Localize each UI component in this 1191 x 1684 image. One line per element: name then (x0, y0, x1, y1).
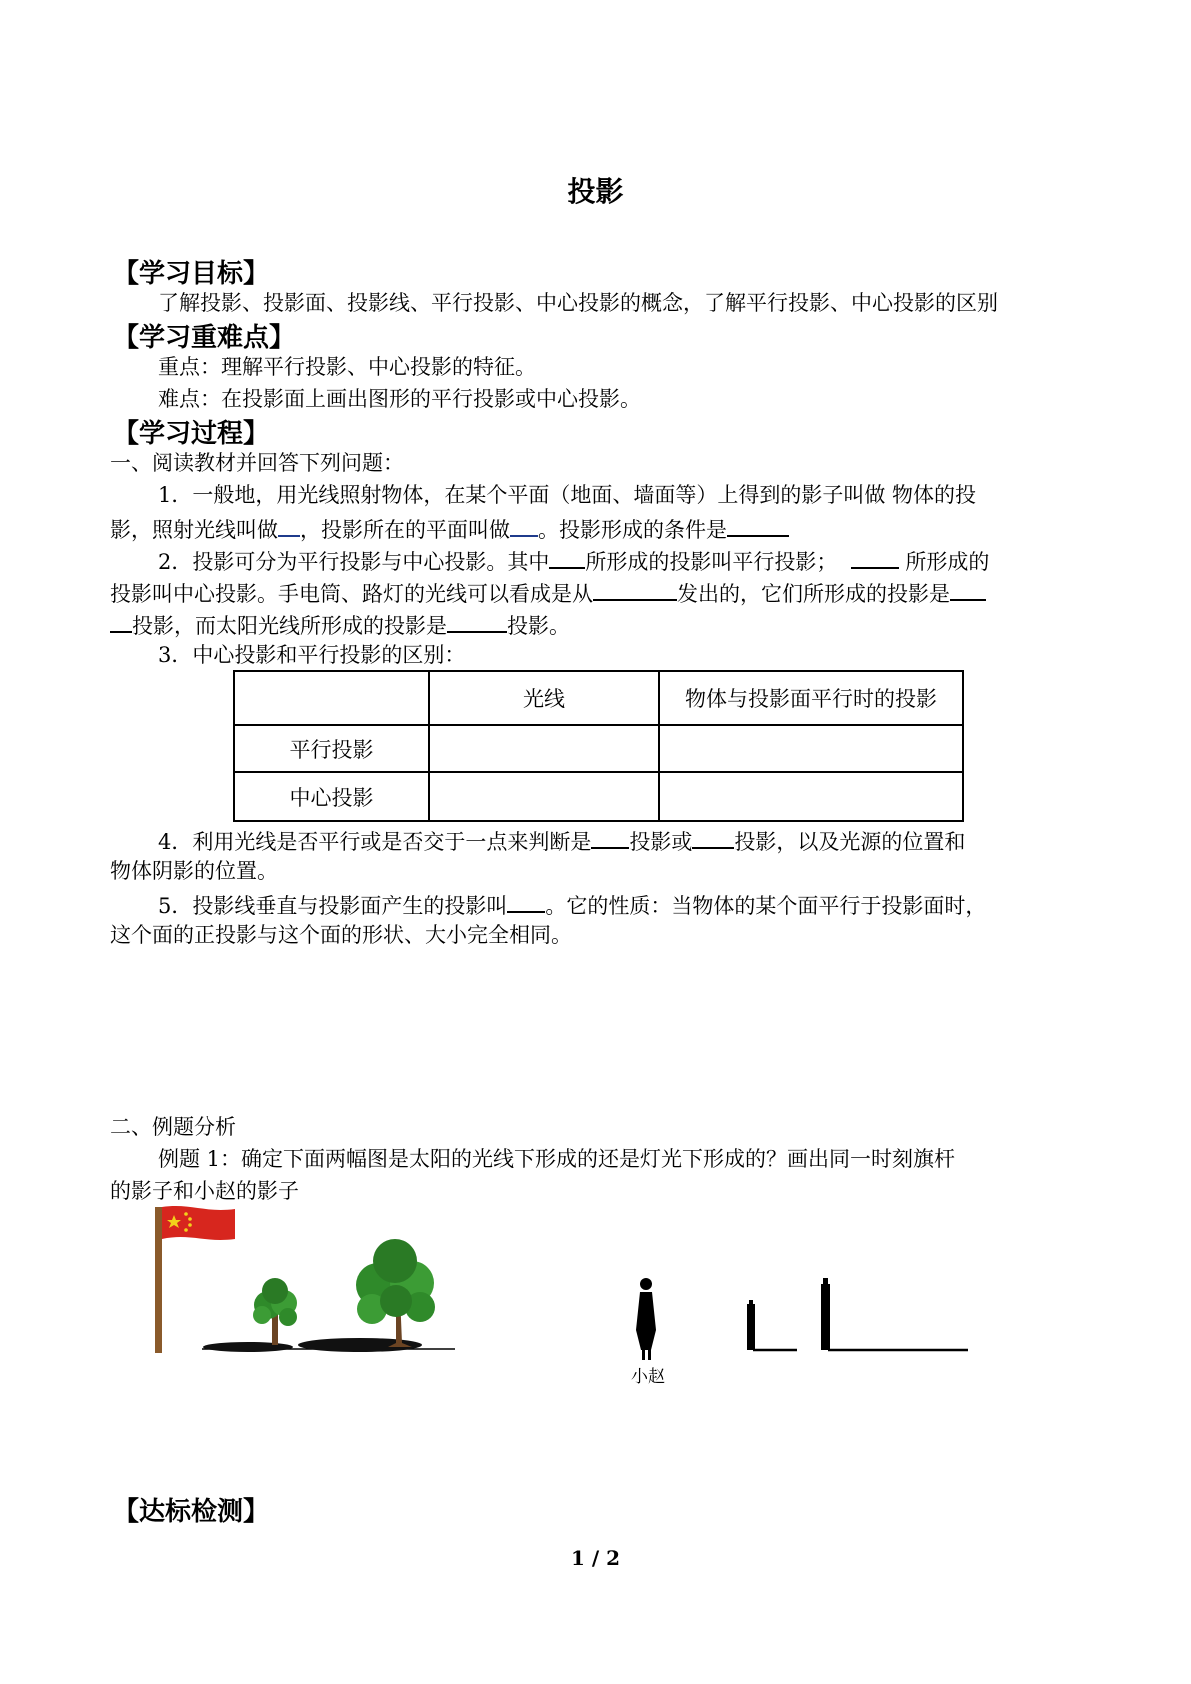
question-4-line-a (158, 823, 965, 858)
question-4-line-b: 物体阴影的位置。 (110, 859, 278, 883)
goal-heading: 【学习目标】 (113, 259, 270, 289)
flag-trees-figure (150, 1205, 470, 1355)
question-2-text-1: 2．投影可分为平行投影与中心投影。其中 (158, 550, 550, 574)
tree-shadow (203, 1342, 293, 1352)
answer-blank[interactable] (278, 511, 300, 537)
example-1-line-b: 的影子和小赵的影子 (110, 1179, 299, 1203)
question-4-text-2: 投影或 (629, 830, 693, 854)
table-cell[interactable] (429, 772, 659, 821)
question-2-line-b (110, 575, 986, 610)
answer-blank[interactable] (851, 543, 899, 569)
part1-title: 一、阅读教材并回答下列问题： (110, 451, 404, 475)
table-cell[interactable] (429, 725, 659, 772)
question-2-text-3: 所形成的 (905, 550, 990, 574)
answer-blank[interactable] (447, 607, 507, 633)
question-4-text-3: 投影，以及光源的位置和 (734, 830, 966, 854)
post-icon (747, 1300, 797, 1350)
answer-blank[interactable] (593, 575, 677, 601)
question-2-text-6: 投影，而太阳光线所形成的投影是 (132, 614, 447, 638)
question-5-text-2: 。它的性质：当物体的某个面平行于投影面时， (545, 894, 987, 918)
table-cell[interactable] (659, 772, 963, 821)
question-1-text-2: ，投影所在的平面叫做 (300, 518, 510, 542)
answer-blank[interactable] (692, 823, 734, 849)
process-heading: 【学习过程】 (113, 419, 270, 449)
table-cell[interactable] (659, 725, 963, 772)
hard-point: 难点：在投影面上画出图形的平行投影或中心投影。 (158, 387, 641, 411)
answer-blank[interactable] (507, 887, 545, 913)
question-5-text-1: 5．投影线垂直与投影面产生的投影叫 (158, 894, 508, 918)
post-icon (821, 1278, 968, 1350)
flag-pole (155, 1207, 162, 1353)
page-title: 投影 (567, 175, 624, 208)
part2-title: 二、例题分析 (110, 1115, 236, 1139)
question-2-line-a (158, 543, 989, 578)
table-header-cell (234, 671, 429, 725)
question-1-line-a: 1．一般地，用光线照射物体，在某个平面（地面、墙面等）上得到的影子叫做 物体的投 (158, 483, 977, 507)
answer-blank[interactable] (727, 511, 789, 537)
comparison-table (233, 670, 964, 822)
person-label: 小赵 (631, 1367, 665, 1387)
example-1-line-a: 例题 1：确定下面两幅图是太阳的光线下形成的还是灯光下形成的？画出同一时刻旗杆 (158, 1147, 956, 1171)
answer-blank[interactable] (510, 511, 538, 537)
xiaozhao-figure (625, 1270, 970, 1368)
table-row (234, 725, 963, 772)
table-header-row (234, 671, 963, 725)
page-number: 1 / 2 (570, 1546, 621, 1570)
table-cell: 中心投影 (234, 772, 429, 821)
table-row (234, 772, 963, 821)
question-4-text-1: 4．利用光线是否平行或是否交于一点来判断是 (158, 830, 592, 854)
answer-blank[interactable] (950, 575, 986, 601)
answer-blank[interactable] (549, 543, 585, 569)
answer-blank[interactable] (110, 607, 132, 633)
answer-blank[interactable] (591, 823, 629, 849)
small-tree-icon (253, 1278, 297, 1345)
question-3: 3．中心投影和平行投影的区别： (158, 643, 466, 667)
large-tree-icon (356, 1239, 435, 1347)
question-2-text-4: 投影叫中心投影。手电筒、路灯的光线可以看成是从 (110, 582, 593, 606)
check-heading: 【达标检测】 (113, 1497, 270, 1527)
question-2-text-7: 投影。 (507, 614, 570, 638)
question-1-text-1: 影，照射光线叫做 (110, 518, 278, 542)
flag-icon (162, 1206, 235, 1240)
table-header-cell: 物体与投影面平行时的投影 (659, 671, 963, 725)
question-1-text-3: 。投影形成的条件是 (538, 518, 727, 542)
table-header-cell: 光线 (429, 671, 659, 725)
key-point: 重点：理解平行投影、中心投影的特征。 (158, 355, 536, 379)
question-5-line-a (158, 887, 986, 922)
question-2-text-2: 所形成的投影叫平行投影； (585, 550, 838, 574)
question-5-line-b: 这个面的正投影与这个面的形状、大小完全相同。 (110, 923, 572, 947)
goal-text: 了解投影、投影面、投影线、平行投影、中心投影的概念，了解平行投影、中心投影的区别 (158, 291, 998, 315)
person-icon (636, 1278, 656, 1360)
key-heading: 【学习重难点】 (113, 323, 296, 353)
table-cell: 平行投影 (234, 725, 429, 772)
question-2-line-c (110, 607, 570, 642)
question-1-line-b (110, 511, 789, 546)
question-2-text-5: 发出的，它们所形成的投影是 (677, 582, 950, 606)
